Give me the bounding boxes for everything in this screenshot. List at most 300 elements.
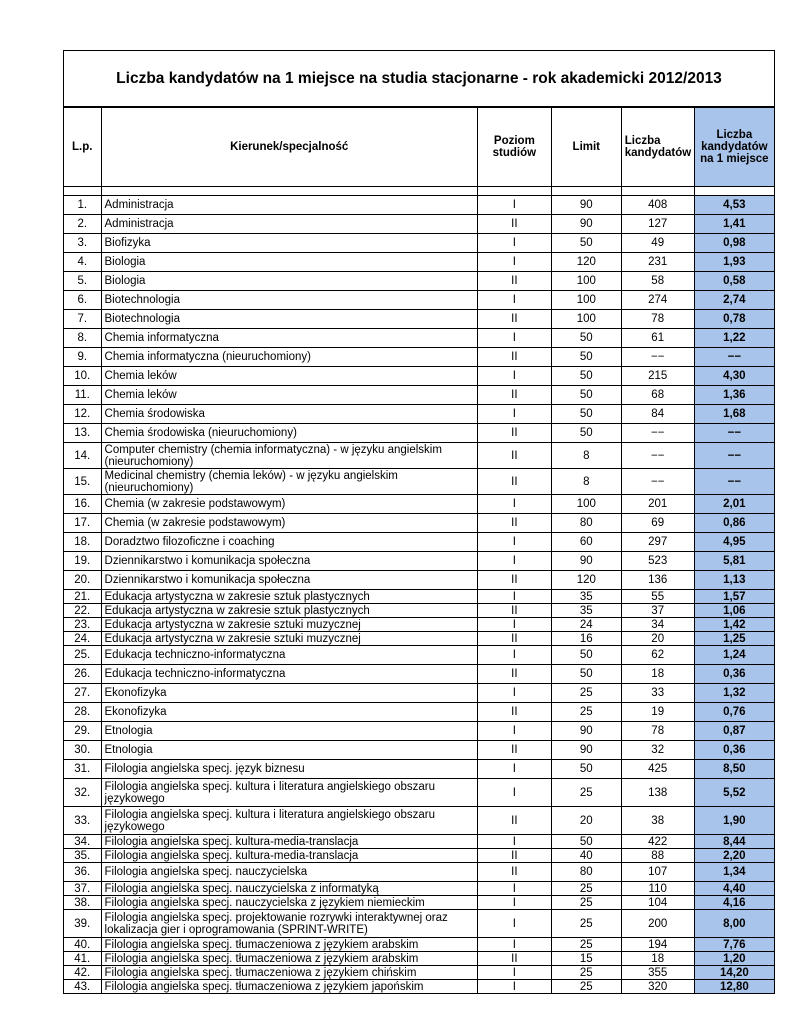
row-lp: 9. bbox=[64, 348, 102, 367]
row-kierunek: Dziennikarstwo i komunikacja społeczna bbox=[101, 571, 477, 590]
row-ratio: 1,90 bbox=[694, 807, 774, 835]
row-kierunek: Edukacja artystyczna w zakresie sztuk plastycznych bbox=[101, 590, 477, 604]
table-row bbox=[64, 896, 775, 910]
row-limit: 25 bbox=[551, 966, 621, 980]
row-ratio: 1,32 bbox=[694, 684, 774, 703]
row-candidates: 110 bbox=[621, 882, 694, 896]
row-poziom: I bbox=[477, 552, 551, 571]
row-kierunek: Ekonofizyka bbox=[101, 703, 477, 722]
row-poziom: I bbox=[477, 896, 551, 910]
row-poziom: I bbox=[477, 980, 551, 994]
header-kierunek: Kierunek/specjalność bbox=[101, 108, 477, 187]
row-ratio: 12,80 bbox=[694, 980, 774, 994]
row-limit: 25 bbox=[551, 882, 621, 896]
row-poziom: II bbox=[477, 424, 551, 443]
row-limit: 90 bbox=[551, 722, 621, 741]
row-poziom: I bbox=[477, 646, 551, 665]
row-poziom: I bbox=[477, 495, 551, 514]
table-row bbox=[64, 196, 775, 215]
row-poziom: I bbox=[477, 910, 551, 938]
row-candidates: 19 bbox=[621, 703, 694, 722]
table-row bbox=[64, 807, 775, 835]
row-candidates: 104 bbox=[621, 896, 694, 910]
table-row bbox=[64, 495, 775, 514]
row-ratio: 0,86 bbox=[694, 514, 774, 533]
page-title: Liczba kandydatów na 1 miejsce na studia stacjonarne - rok akademicki 2012/2013 bbox=[63, 50, 775, 107]
row-ratio: 0,36 bbox=[694, 741, 774, 760]
row-lp: 34. bbox=[64, 835, 102, 849]
row-candidates: 422 bbox=[621, 835, 694, 849]
row-ratio: 0,36 bbox=[694, 665, 774, 684]
row-ratio: 5,52 bbox=[694, 779, 774, 807]
table-row bbox=[64, 405, 775, 424]
row-limit: 120 bbox=[551, 253, 621, 272]
row-kierunek: Chemia środowiska bbox=[101, 405, 477, 424]
row-poziom: II bbox=[477, 703, 551, 722]
table-row bbox=[64, 424, 775, 443]
table-row bbox=[64, 590, 775, 604]
row-candidates: 136 bbox=[621, 571, 694, 590]
table-row bbox=[64, 722, 775, 741]
row-limit: 25 bbox=[551, 896, 621, 910]
table-row bbox=[64, 514, 775, 533]
row-lp: 39. bbox=[64, 910, 102, 938]
row-poziom: II bbox=[477, 443, 551, 469]
row-lp: 18. bbox=[64, 533, 102, 552]
table-row bbox=[64, 234, 775, 253]
row-candidates: 69 bbox=[621, 514, 694, 533]
row-kierunek: Edukacja techniczno-informatyczna bbox=[101, 646, 477, 665]
row-poziom: II bbox=[477, 469, 551, 495]
row-poziom: I bbox=[477, 835, 551, 849]
row-kierunek: Filologia angielska specj. tłumaczeniowa z językiem japońskim bbox=[101, 980, 477, 994]
row-limit: 100 bbox=[551, 310, 621, 329]
table-row bbox=[64, 863, 775, 882]
row-limit: 16 bbox=[551, 632, 621, 646]
row-ratio: 4,40 bbox=[694, 882, 774, 896]
row-limit: 50 bbox=[551, 386, 621, 405]
row-limit: 50 bbox=[551, 835, 621, 849]
row-lp: 17. bbox=[64, 514, 102, 533]
table-row bbox=[64, 684, 775, 703]
row-lp: 6. bbox=[64, 291, 102, 310]
table-row bbox=[64, 272, 775, 291]
row-limit: 15 bbox=[551, 952, 621, 966]
row-limit: 90 bbox=[551, 552, 621, 571]
row-limit: 90 bbox=[551, 196, 621, 215]
row-kierunek: Biologia bbox=[101, 253, 477, 272]
row-lp: 14. bbox=[64, 443, 102, 469]
row-kierunek: Etnologia bbox=[101, 741, 477, 760]
row-candidates: 58 bbox=[621, 272, 694, 291]
row-limit: 25 bbox=[551, 910, 621, 938]
row-kierunek: Dziennikarstwo i komunikacja społeczna bbox=[101, 552, 477, 571]
row-lp: 29. bbox=[64, 722, 102, 741]
row-lp: 1. bbox=[64, 196, 102, 215]
row-ratio: 7,76 bbox=[694, 938, 774, 952]
row-kierunek: Biologia bbox=[101, 272, 477, 291]
row-limit: 50 bbox=[551, 234, 621, 253]
row-ratio: −− bbox=[694, 424, 774, 443]
row-candidates: 62 bbox=[621, 646, 694, 665]
row-poziom: I bbox=[477, 779, 551, 807]
row-kierunek: Filologia angielska specj. nauczycielska z informatyką bbox=[101, 882, 477, 896]
row-lp: 19. bbox=[64, 552, 102, 571]
row-candidates: 355 bbox=[621, 966, 694, 980]
row-poziom: II bbox=[477, 604, 551, 618]
row-lp: 7. bbox=[64, 310, 102, 329]
row-poziom: I bbox=[477, 882, 551, 896]
row-poziom: I bbox=[477, 618, 551, 632]
row-ratio: −− bbox=[694, 469, 774, 495]
row-ratio: 1,06 bbox=[694, 604, 774, 618]
row-lp: 33. bbox=[64, 807, 102, 835]
row-candidates: 78 bbox=[621, 722, 694, 741]
row-kierunek: Computer chemistry (chemia informatyczna) - w języku angielskim (nieuruchomiony) bbox=[101, 443, 477, 469]
row-kierunek: Doradztwo filozoficzne i coaching bbox=[101, 533, 477, 552]
table-row bbox=[64, 646, 775, 665]
sheet bbox=[63, 50, 775, 994]
row-lp: 5. bbox=[64, 272, 102, 291]
table-row bbox=[64, 966, 775, 980]
row-kierunek: Biotechnologia bbox=[101, 310, 477, 329]
row-lp: 22. bbox=[64, 604, 102, 618]
row-poziom: I bbox=[477, 329, 551, 348]
row-ratio: 8,50 bbox=[694, 760, 774, 779]
row-ratio: 1,34 bbox=[694, 863, 774, 882]
table-row bbox=[64, 632, 775, 646]
row-poziom: I bbox=[477, 253, 551, 272]
row-candidates: 107 bbox=[621, 863, 694, 882]
row-limit: 50 bbox=[551, 665, 621, 684]
row-kierunek: Etnologia bbox=[101, 722, 477, 741]
row-ratio: 0,78 bbox=[694, 310, 774, 329]
table-row bbox=[64, 571, 775, 590]
table-row bbox=[64, 604, 775, 618]
row-lp: 38. bbox=[64, 896, 102, 910]
row-limit: 24 bbox=[551, 618, 621, 632]
row-limit: 50 bbox=[551, 646, 621, 665]
row-lp: 26. bbox=[64, 665, 102, 684]
row-limit: 50 bbox=[551, 405, 621, 424]
row-kierunek: Filologia angielska specj. nauczycielska z językiem niemieckim bbox=[101, 896, 477, 910]
table-row bbox=[64, 910, 775, 938]
table-row bbox=[64, 552, 775, 571]
row-kierunek: Edukacja artystyczna w zakresie sztuki muzycznej bbox=[101, 618, 477, 632]
row-limit: 60 bbox=[551, 533, 621, 552]
row-ratio: −− bbox=[694, 443, 774, 469]
row-lp: 23. bbox=[64, 618, 102, 632]
row-ratio: 1,25 bbox=[694, 632, 774, 646]
row-lp: 35. bbox=[64, 849, 102, 863]
row-ratio: 1,93 bbox=[694, 253, 774, 272]
data-table bbox=[63, 107, 775, 994]
row-limit: 25 bbox=[551, 684, 621, 703]
row-limit: 40 bbox=[551, 849, 621, 863]
row-candidates: 408 bbox=[621, 196, 694, 215]
row-kierunek: Filologia angielska specj. tłumaczeniowa z językiem chińskim bbox=[101, 966, 477, 980]
row-poziom: II bbox=[477, 348, 551, 367]
table-row bbox=[64, 849, 775, 863]
row-limit: 20 bbox=[551, 807, 621, 835]
row-ratio: 5,81 bbox=[694, 552, 774, 571]
row-lp: 3. bbox=[64, 234, 102, 253]
table-row bbox=[64, 835, 775, 849]
row-ratio: 1,22 bbox=[694, 329, 774, 348]
row-candidates: 37 bbox=[621, 604, 694, 618]
row-candidates: 320 bbox=[621, 980, 694, 994]
row-poziom: I bbox=[477, 760, 551, 779]
row-lp: 4. bbox=[64, 253, 102, 272]
row-poziom: II bbox=[477, 514, 551, 533]
row-poziom: I bbox=[477, 590, 551, 604]
row-lp: 16. bbox=[64, 495, 102, 514]
row-lp: 37. bbox=[64, 882, 102, 896]
row-ratio: 0,76 bbox=[694, 703, 774, 722]
header-ratio: Liczba kandydatów na 1 miejsce bbox=[694, 108, 774, 187]
row-lp: 32. bbox=[64, 779, 102, 807]
row-ratio: 4,16 bbox=[694, 896, 774, 910]
row-candidates: 55 bbox=[621, 590, 694, 604]
table-row bbox=[64, 291, 775, 310]
table-row bbox=[64, 938, 775, 952]
row-ratio: 1,13 bbox=[694, 571, 774, 590]
row-limit: 80 bbox=[551, 514, 621, 533]
row-kierunek: Chemia (w zakresie podstawowym) bbox=[101, 514, 477, 533]
row-candidates: 33 bbox=[621, 684, 694, 703]
row-kierunek: Medicinal chemistry (chemia leków) - w języku angielskim (nieuruchomiony) bbox=[101, 469, 477, 495]
row-lp: 31. bbox=[64, 760, 102, 779]
row-candidates: 88 bbox=[621, 849, 694, 863]
header-lp: L.p. bbox=[64, 108, 102, 187]
row-poziom: II bbox=[477, 952, 551, 966]
row-candidates: 18 bbox=[621, 952, 694, 966]
table-row bbox=[64, 882, 775, 896]
row-limit: 50 bbox=[551, 760, 621, 779]
row-lp: 13. bbox=[64, 424, 102, 443]
table-row bbox=[64, 665, 775, 684]
row-kierunek: Filologia angielska specj. kultura i literatura angielskiego obszaru językowego bbox=[101, 807, 477, 835]
row-candidates: 523 bbox=[621, 552, 694, 571]
row-ratio: 1,24 bbox=[694, 646, 774, 665]
row-kierunek: Filologia angielska specj. tłumaczeniowa z językiem arabskim bbox=[101, 938, 477, 952]
row-kierunek: Chemia leków bbox=[101, 386, 477, 405]
row-kierunek: Filologia angielska specj. projektowanie rozrywki interaktywnej oraz lokalizacja gier i oprogramowania (SPRINT-WRITE) bbox=[101, 910, 477, 938]
row-poziom: II bbox=[477, 741, 551, 760]
row-ratio: 0,87 bbox=[694, 722, 774, 741]
row-candidates: 425 bbox=[621, 760, 694, 779]
row-candidates: −− bbox=[621, 348, 694, 367]
row-limit: 25 bbox=[551, 779, 621, 807]
row-kierunek: Biotechnologia bbox=[101, 291, 477, 310]
row-ratio: 1,68 bbox=[694, 405, 774, 424]
table-row bbox=[64, 980, 775, 994]
row-ratio: 8,00 bbox=[694, 910, 774, 938]
row-poziom: I bbox=[477, 533, 551, 552]
row-kierunek: Chemia środowiska (nieuruchomiony) bbox=[101, 424, 477, 443]
row-kierunek: Chemia leków bbox=[101, 367, 477, 386]
table-row bbox=[64, 329, 775, 348]
row-ratio: 14,20 bbox=[694, 966, 774, 980]
row-limit: 8 bbox=[551, 469, 621, 495]
row-poziom: II bbox=[477, 272, 551, 291]
row-kierunek: Filologia angielska specj. język biznesu bbox=[101, 760, 477, 779]
table-row bbox=[64, 618, 775, 632]
header-poziom: Poziom studiów bbox=[477, 108, 551, 187]
row-lp: 12. bbox=[64, 405, 102, 424]
row-candidates: −− bbox=[621, 443, 694, 469]
row-poziom: II bbox=[477, 310, 551, 329]
row-ratio: −− bbox=[694, 348, 774, 367]
row-limit: 25 bbox=[551, 938, 621, 952]
row-lp: 27. bbox=[64, 684, 102, 703]
row-limit: 25 bbox=[551, 703, 621, 722]
row-lp: 41. bbox=[64, 952, 102, 966]
row-poziom: I bbox=[477, 938, 551, 952]
row-lp: 2. bbox=[64, 215, 102, 234]
row-candidates: 215 bbox=[621, 367, 694, 386]
header-spacer bbox=[64, 187, 775, 196]
table-row bbox=[64, 469, 775, 495]
table-row bbox=[64, 253, 775, 272]
row-ratio: 2,01 bbox=[694, 495, 774, 514]
row-kierunek: Biofizyka bbox=[101, 234, 477, 253]
row-lp: 15. bbox=[64, 469, 102, 495]
row-candidates: 18 bbox=[621, 665, 694, 684]
row-poziom: I bbox=[477, 722, 551, 741]
row-kierunek: Chemia (w zakresie podstawowym) bbox=[101, 495, 477, 514]
row-lp: 21. bbox=[64, 590, 102, 604]
row-poziom: II bbox=[477, 632, 551, 646]
row-poziom: II bbox=[477, 386, 551, 405]
row-limit: 90 bbox=[551, 741, 621, 760]
table-row bbox=[64, 779, 775, 807]
row-limit: 80 bbox=[551, 863, 621, 882]
table-row bbox=[64, 367, 775, 386]
row-poziom: II bbox=[477, 863, 551, 882]
row-limit: 100 bbox=[551, 495, 621, 514]
row-kierunek: Chemia informatyczna (nieuruchomiony) bbox=[101, 348, 477, 367]
row-candidates: 78 bbox=[621, 310, 694, 329]
row-ratio: 0,98 bbox=[694, 234, 774, 253]
row-ratio: 2,20 bbox=[694, 849, 774, 863]
row-candidates: −− bbox=[621, 469, 694, 495]
header-liczba: Liczba kandydatów bbox=[621, 108, 694, 187]
row-ratio: 0,58 bbox=[694, 272, 774, 291]
row-poziom: I bbox=[477, 367, 551, 386]
row-kierunek: Chemia informatyczna bbox=[101, 329, 477, 348]
row-kierunek: Edukacja artystyczna w zakresie sztuki muzycznej bbox=[101, 632, 477, 646]
row-lp: 28. bbox=[64, 703, 102, 722]
row-kierunek: Filologia angielska specj. kultura-media-translacja bbox=[101, 849, 477, 863]
table-row bbox=[64, 386, 775, 405]
row-limit: 35 bbox=[551, 590, 621, 604]
row-poziom: II bbox=[477, 665, 551, 684]
row-poziom: I bbox=[477, 684, 551, 703]
row-ratio: 8,44 bbox=[694, 835, 774, 849]
row-kierunek: Edukacja techniczno-informatyczna bbox=[101, 665, 477, 684]
row-kierunek: Filologia angielska specj. kultura-media-translacja bbox=[101, 835, 477, 849]
row-ratio: 1,20 bbox=[694, 952, 774, 966]
row-lp: 24. bbox=[64, 632, 102, 646]
row-poziom: II bbox=[477, 807, 551, 835]
row-limit: 25 bbox=[551, 980, 621, 994]
row-poziom: II bbox=[477, 215, 551, 234]
row-lp: 40. bbox=[64, 938, 102, 952]
row-ratio: 1,57 bbox=[694, 590, 774, 604]
row-ratio: 4,53 bbox=[694, 196, 774, 215]
row-candidates: 61 bbox=[621, 329, 694, 348]
row-lp: 10. bbox=[64, 367, 102, 386]
row-limit: 8 bbox=[551, 443, 621, 469]
row-limit: 100 bbox=[551, 272, 621, 291]
row-candidates: 274 bbox=[621, 291, 694, 310]
row-poziom: I bbox=[477, 405, 551, 424]
row-lp: 11. bbox=[64, 386, 102, 405]
row-poziom: I bbox=[477, 966, 551, 980]
row-limit: 50 bbox=[551, 424, 621, 443]
row-ratio: 2,74 bbox=[694, 291, 774, 310]
row-kierunek: Ekonofizyka bbox=[101, 684, 477, 703]
row-candidates: 231 bbox=[621, 253, 694, 272]
row-ratio: 4,30 bbox=[694, 367, 774, 386]
row-candidates: 32 bbox=[621, 741, 694, 760]
row-poziom: II bbox=[477, 849, 551, 863]
row-limit: 35 bbox=[551, 604, 621, 618]
row-kierunek: Edukacja artystyczna w zakresie sztuk plastycznych bbox=[101, 604, 477, 618]
row-ratio: 1,42 bbox=[694, 618, 774, 632]
row-kierunek: Filologia angielska specj. kultura i literatura angielskiego obszaru językowego bbox=[101, 779, 477, 807]
row-candidates: 20 bbox=[621, 632, 694, 646]
row-candidates: 297 bbox=[621, 533, 694, 552]
table-row bbox=[64, 310, 775, 329]
table-row bbox=[64, 952, 775, 966]
row-candidates: 68 bbox=[621, 386, 694, 405]
row-kierunek: Filologia angielska specj. tłumaczeniowa z językiem arabskim bbox=[101, 952, 477, 966]
row-lp: 8. bbox=[64, 329, 102, 348]
row-ratio: 1,36 bbox=[694, 386, 774, 405]
row-kierunek: Filologia angielska specj. nauczycielska bbox=[101, 863, 477, 882]
row-lp: 20. bbox=[64, 571, 102, 590]
table-row bbox=[64, 533, 775, 552]
row-poziom: I bbox=[477, 196, 551, 215]
table-row bbox=[64, 741, 775, 760]
row-candidates: −− bbox=[621, 424, 694, 443]
row-ratio: 1,41 bbox=[694, 215, 774, 234]
row-limit: 90 bbox=[551, 215, 621, 234]
header-limit: Limit bbox=[551, 108, 621, 187]
row-lp: 25. bbox=[64, 646, 102, 665]
row-candidates: 34 bbox=[621, 618, 694, 632]
table-row bbox=[64, 760, 775, 779]
table-row bbox=[64, 703, 775, 722]
row-poziom: II bbox=[477, 571, 551, 590]
row-candidates: 194 bbox=[621, 938, 694, 952]
row-candidates: 38 bbox=[621, 807, 694, 835]
table-row bbox=[64, 215, 775, 234]
table-row bbox=[64, 443, 775, 469]
row-lp: 30. bbox=[64, 741, 102, 760]
row-candidates: 84 bbox=[621, 405, 694, 424]
row-limit: 50 bbox=[551, 367, 621, 386]
row-candidates: 201 bbox=[621, 495, 694, 514]
row-candidates: 127 bbox=[621, 215, 694, 234]
table-row bbox=[64, 348, 775, 367]
row-candidates: 138 bbox=[621, 779, 694, 807]
row-lp: 36. bbox=[64, 863, 102, 882]
row-limit: 120 bbox=[551, 571, 621, 590]
row-kierunek: Administracja bbox=[101, 215, 477, 234]
